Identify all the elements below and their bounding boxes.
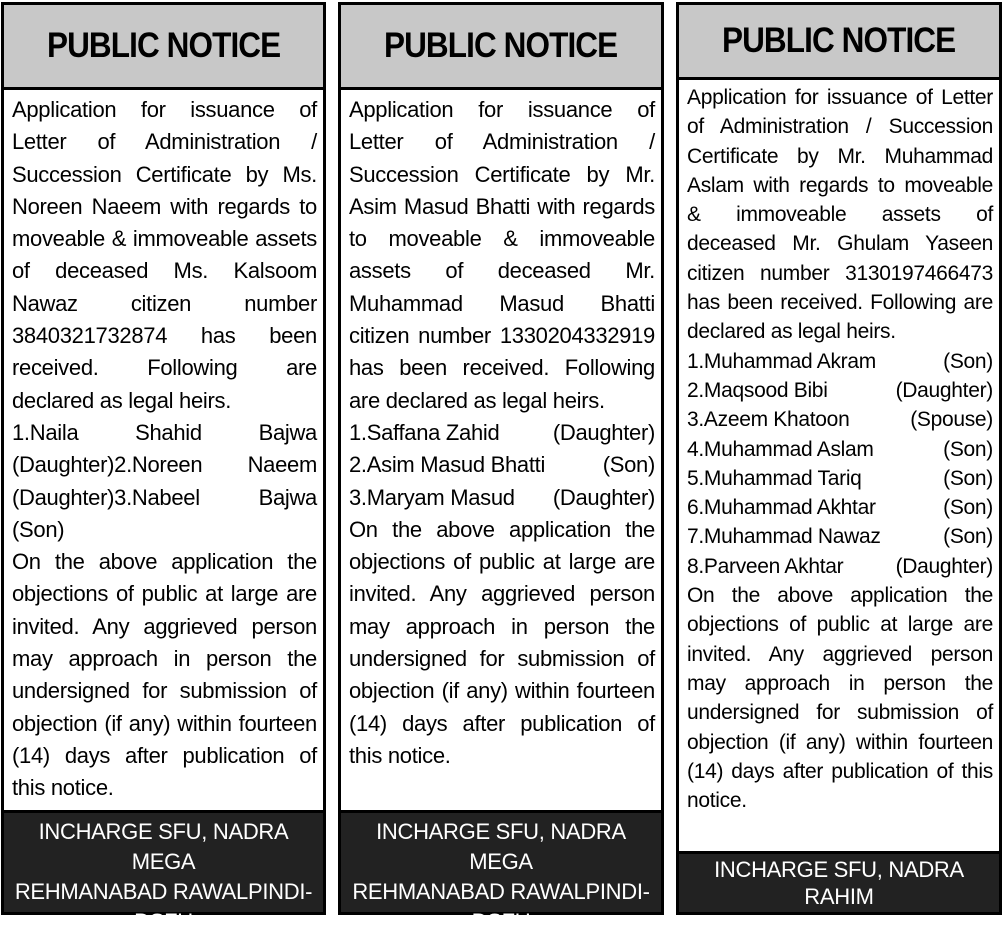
heir-item <box>349 482 655 514</box>
public-notice-3 <box>676 2 1002 936</box>
heir-relation: (Son) <box>943 525 993 549</box>
heir-item <box>687 552 993 581</box>
heir-name: 2.Maqsood Bibi <box>687 378 828 402</box>
heir-name: 8.Parveen Akhtar <box>687 554 844 578</box>
heir-name: 7.Muhammad Nawaz <box>687 525 881 549</box>
notice-title <box>341 5 661 90</box>
heir-relation: (Daughter) <box>895 554 993 578</box>
notice-heirs: 1.Naila Shahid Bajwa (Daughter)2.Noreen Naeem (Daughter)3.Nabeel Bajwa (Son) <box>12 419 317 542</box>
heir-relation: (Son) <box>943 466 993 490</box>
heirs-list <box>349 417 655 514</box>
heir-name: 1.Muhammad Akram <box>687 349 876 373</box>
heir-name: 2.Asim Masud Bhatti <box>349 452 546 478</box>
notice-footer <box>341 810 661 934</box>
heir-relation: (Son) <box>943 437 993 461</box>
heir-item <box>687 435 993 464</box>
notice-body <box>4 90 323 810</box>
footer-line: DSFU <box>134 909 193 934</box>
heir-item <box>687 405 993 434</box>
heir-item <box>687 347 993 376</box>
heir-relation: (Son) <box>602 452 655 478</box>
notice-title <box>4 5 323 90</box>
notice-title-text: PUBLIC NOTICE <box>384 26 618 65</box>
heir-item <box>687 522 993 551</box>
heir-relation: (Spouse) <box>910 408 993 432</box>
notice-title-text: PUBLIC NOTICE <box>46 26 281 65</box>
heir-name: 3.Maryam Masud <box>349 484 515 510</box>
footer-line: YAR KHAN-SFU <box>759 911 919 936</box>
heir-relation: (Daughter) <box>552 484 655 510</box>
notice-intro: Application for issuance of Letter of Administration / Succession Certificate by Ms. Noreen Naeem with regards to moveable & immoveable assets of deceased Ms. Kalsoom Nawaz citizen number 3840321732874 has been received. Following are declared as legal heirs. <box>12 97 317 413</box>
notice-intro: Application for issuance of Letter of Administration / Succession Certificate by Mr. Muhammad Aslam with regards to moveable & immoveable assets of deceased Mr. Ghulam Yaseen citizen number 3130197466473 has been received. Following are declared as legal heirs. <box>687 86 993 344</box>
notice-closing: On the above application the objections of public at large are invited. Any aggrieved person may approach in person the undersigned for submission of objection (if any) within fourteen (14) days after publication of this notice. <box>349 516 655 768</box>
notice-closing: On the above application the objections of public at large are invited. Any aggrieved person may approach in person the undersigned for submission of objection (if any) within fourteen (14) days after publication of this notice. <box>12 549 317 801</box>
footer-line: REHMANABAD RAWALPINDI- <box>14 879 313 904</box>
notice-body <box>341 90 661 810</box>
footer-line: INCHARGE SFU, NADRA MEGA <box>38 819 289 874</box>
heir-relation: (Daughter) <box>895 378 993 402</box>
heir-name: 3.Azeem Khatoon <box>687 408 850 432</box>
footer-line: DSFU <box>471 909 531 934</box>
notice-title-text: PUBLIC NOTICE <box>722 21 956 60</box>
notice-footer <box>679 851 999 936</box>
heir-relation: (Son) <box>943 349 993 373</box>
notice-intro: Application for issuance of Letter of Administration / Succession Certificate by Mr. Asim Masud Bhatti with regards to moveable & immoveable assets of deceased Mr. Muhammad Masud Bhatti citizen number 1330204332919 has been received. Following are declared as legal heirs. <box>349 97 655 413</box>
notice-closing: On the above application the objections of public at large are invited. Any aggrieved person may approach in person the undersigned for submission of objection (if any) within fourteen (14) days after publication of this notice. <box>687 584 993 813</box>
footer-line: INCHARGE SFU, NADRA RAHIM <box>714 857 964 909</box>
heir-item <box>687 493 993 522</box>
heir-name: 5.Muhammad Tariq <box>687 466 862 490</box>
footer-line: INCHARGE SFU, NADRA MEGA <box>376 819 626 874</box>
heir-relation: (Daughter) <box>552 419 655 445</box>
notice-title <box>679 5 999 80</box>
heir-item <box>349 449 655 481</box>
public-notice-2 <box>338 2 664 934</box>
public-notice-1 <box>1 2 326 934</box>
heir-name: 6.Muhammad Akhtar <box>687 496 876 520</box>
heir-name: 1.Saffana Zahid <box>349 419 500 445</box>
footer-line: REHMANABAD RAWALPINDI- <box>352 879 650 904</box>
heir-item <box>687 376 993 405</box>
heir-relation: (Son) <box>943 496 993 520</box>
heirs-list <box>687 347 993 581</box>
heir-item <box>349 417 655 449</box>
heir-item <box>687 464 993 493</box>
notice-body <box>679 80 999 851</box>
notice-footer <box>4 810 323 934</box>
heir-name: 4.Muhammad Aslam <box>687 437 874 461</box>
